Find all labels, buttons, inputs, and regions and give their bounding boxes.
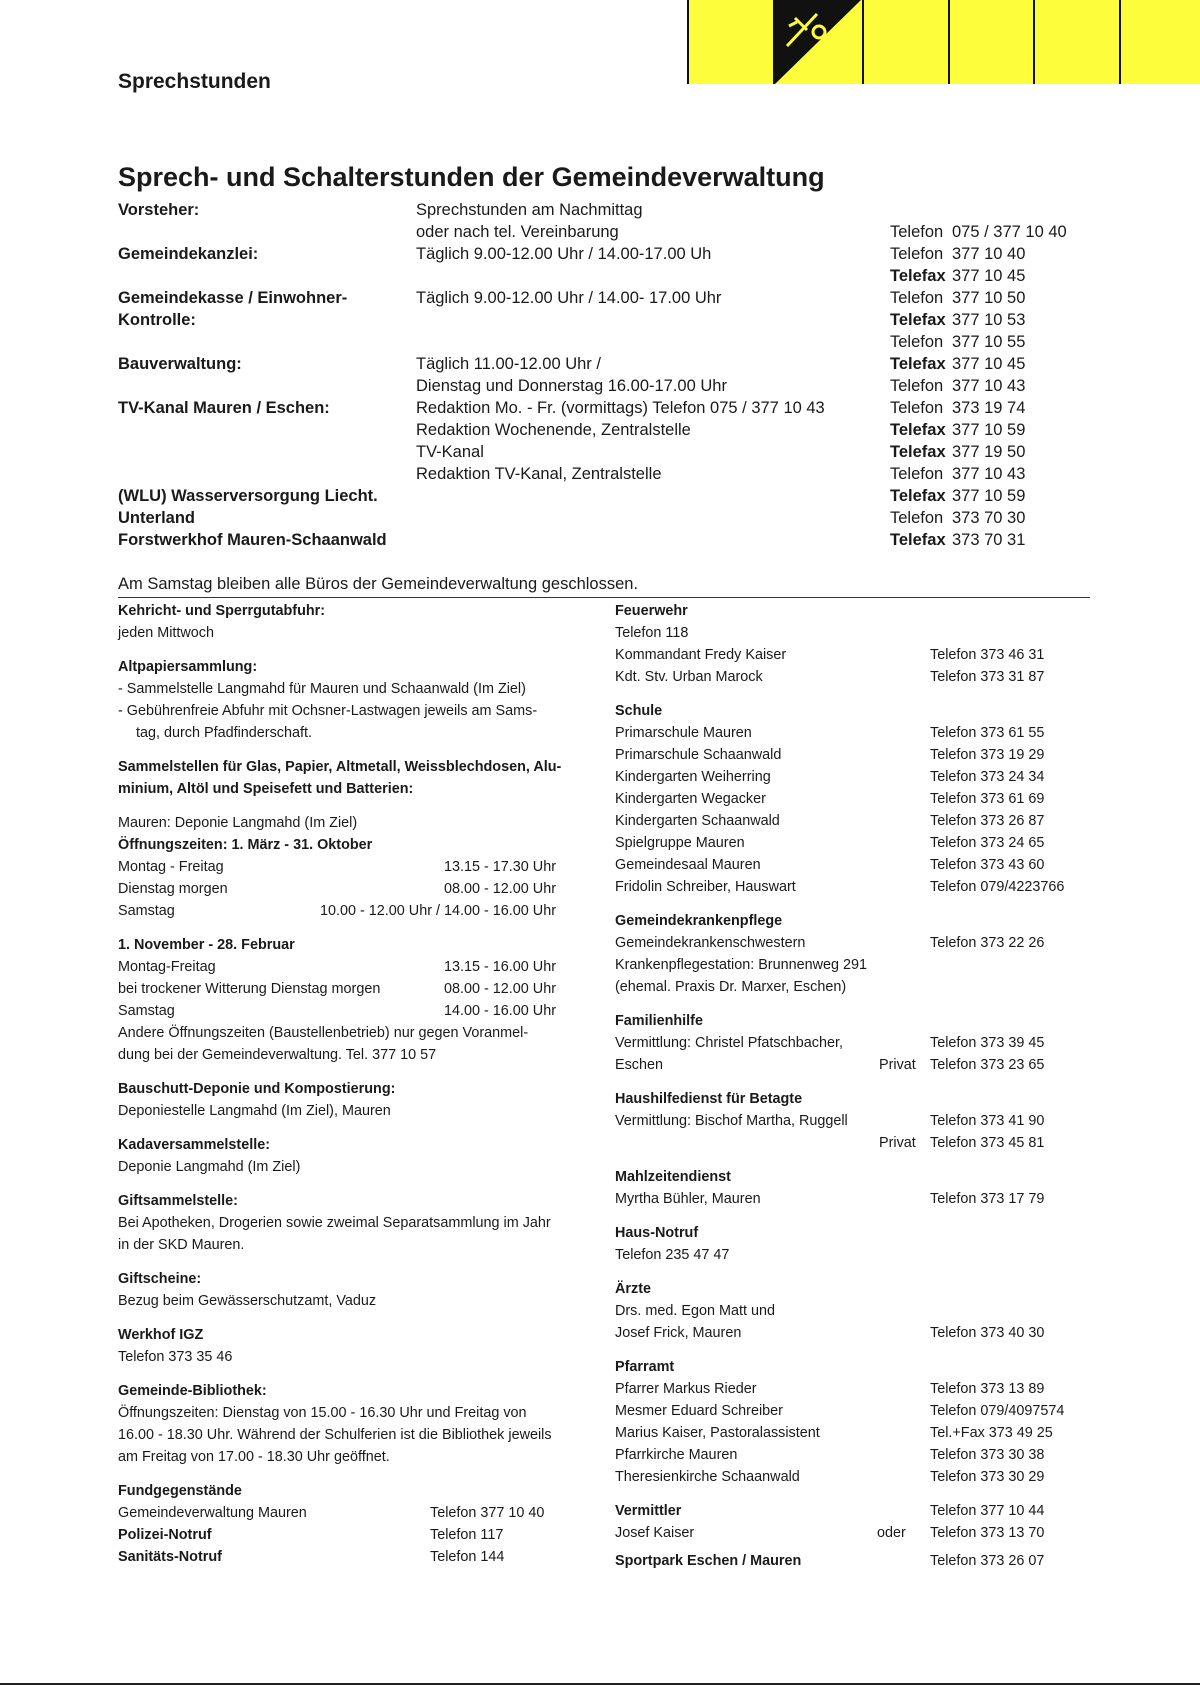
- text: Fridolin Schreiber, Hauswart: [615, 879, 796, 895]
- header-divider: [1033, 0, 1035, 84]
- heading: 1. November - 28. Februar: [118, 937, 295, 953]
- row-label: (WLU) Wasserversorgung Liecht.: [118, 487, 378, 505]
- text: Kindergarten Schaanwald: [615, 813, 780, 829]
- divider: [118, 597, 1090, 598]
- row-value: TV-Kanal: [416, 443, 484, 461]
- text: Sanitäts-Notruf: [118, 1549, 222, 1565]
- text: am Freitag von 17.00 - 18.30 Uhr geöffnet.: [118, 1449, 390, 1465]
- text: Telefon 373 61 69: [930, 791, 1045, 807]
- heading: Familienhilfe: [615, 1013, 703, 1029]
- phone-line: [890, 485, 1067, 507]
- phone-kind: Telefax: [890, 443, 946, 461]
- list-item: [615, 766, 1095, 788]
- heading: Ärzte: [615, 1281, 651, 1297]
- header-divider: [862, 0, 864, 84]
- text: in der SKD Mauren.: [118, 1237, 245, 1253]
- text: Drs. med. Egon Matt und: [615, 1303, 775, 1319]
- text: Deponie Langmahd (Im Ziel): [118, 1159, 301, 1175]
- text: oder: [877, 1525, 906, 1541]
- text: Gemeindesaal Mauren: [615, 857, 761, 873]
- phone-number: 377 10 53: [952, 311, 1026, 329]
- text: Myrtha Bühler, Mauren: [615, 1191, 761, 1207]
- phone-kind: Telefon: [890, 333, 944, 351]
- list-item: [615, 1422, 1095, 1444]
- phone-kind: Telefon: [890, 223, 944, 241]
- heading: Giftsammelstelle:: [118, 1193, 238, 1209]
- phone-line: [890, 419, 1067, 441]
- text: tag, durch Pfadfinderschaft.: [136, 725, 312, 741]
- text: Gemeindeverwaltung Mauren: [118, 1505, 307, 1521]
- row-value: Dienstag und Donnerstag 16.00-17.00 Uhr: [416, 377, 727, 395]
- heading: Gemeinde-Bibliothek:: [118, 1383, 267, 1399]
- heading: Sammelstellen für Glas, Papier, Altmetall, Weissblechdosen, Alu-: [118, 759, 562, 775]
- row-value: Täglich 9.00-12.00 Uhr / 14.00- 17.00 Uhr: [416, 289, 722, 307]
- text: Kdt. Stv. Urban Marock: [615, 669, 763, 685]
- text: Primarschule Mauren: [615, 725, 752, 741]
- phone-number: 377 10 43: [952, 377, 1026, 395]
- text: Primarschule Schaanwald: [615, 747, 782, 763]
- text: Telefon 144: [430, 1549, 505, 1565]
- phone-kind: Telefax: [890, 355, 946, 373]
- text: 13.15 - 17.30 Uhr: [444, 859, 556, 875]
- list-item: [615, 810, 1095, 832]
- text: Samstag: [118, 1003, 175, 1019]
- phone-line: [890, 309, 1067, 331]
- row-label: Bauverwaltung:: [118, 355, 242, 373]
- text: Privat: [879, 1135, 916, 1151]
- text: Telefon 117: [430, 1527, 504, 1543]
- phone-line: [890, 397, 1067, 419]
- text: Telefon 373 43 60: [930, 857, 1045, 873]
- row-value: Redaktion Mo. - Fr. (vormittags) Telefon 075 / 377 10 43: [416, 399, 825, 417]
- phone-number: 377 10 59: [952, 487, 1026, 505]
- text: Montag - Freitag: [118, 859, 224, 875]
- phone-number: 373 19 74: [952, 399, 1026, 417]
- phone-line: [890, 287, 1067, 309]
- text: Telefon 373 31 87: [930, 669, 1045, 685]
- text: Telefon 373 19 29: [930, 747, 1045, 763]
- phone-number: 373 70 31: [952, 531, 1026, 549]
- text: Theresienkirche Schaanwald: [615, 1469, 800, 1485]
- phone-kind: Telefax: [890, 267, 946, 285]
- text: Vermittlung: Bischof Martha, Ruggell: [615, 1113, 848, 1129]
- main-heading: Sprech- und Schalterstunden der Gemeindeverwaltung: [118, 162, 825, 192]
- section-title: Sprechstunden: [118, 70, 271, 93]
- heading: Sportpark Eschen / Mauren: [615, 1553, 802, 1569]
- heading: Haushilfedienst für Betagte: [615, 1091, 803, 1107]
- text: Marius Kaiser, Pastoralassistent: [615, 1425, 820, 1441]
- text: Telefon 373 46 31: [930, 647, 1045, 663]
- text: 16.00 - 18.30 Uhr. Während der Schulferien ist die Bibliothek jeweils: [118, 1427, 552, 1443]
- phone-kind: Telefon: [890, 245, 944, 263]
- text: Andere Öffnungszeiten (Baustellenbetrieb) nur gegen Voranmel-: [118, 1025, 529, 1041]
- text: Telefon 373 30 29: [930, 1469, 1045, 1485]
- left-column: [118, 600, 592, 1568]
- text: 08.00 - 12.00 Uhr: [444, 881, 556, 897]
- text: Kindergarten Wegacker: [615, 791, 766, 807]
- heading: Öffnungszeiten: 1. März - 31. Oktober: [118, 837, 373, 853]
- row-value: oder nach tel. Vereinbarung: [416, 223, 619, 241]
- text: Telefon 373 24 65: [930, 835, 1045, 851]
- phone-number: 377 19 50: [952, 443, 1026, 461]
- row-value: Redaktion TV-Kanal, Zentralstelle: [416, 465, 662, 483]
- text: Telefon 373 13 89: [930, 1381, 1045, 1397]
- saturday-note: Am Samstag bleiben alle Büros der Gemeindeverwaltung geschlossen.: [118, 575, 639, 593]
- heading: Feuerwehr: [615, 603, 688, 619]
- heading: Altpapiersammlung:: [118, 659, 258, 675]
- text: Pfarrer Markus Rieder: [615, 1381, 757, 1397]
- heading: minium, Altöl und Speisefett und Batterien:: [118, 781, 414, 797]
- row-label: Gemeindekasse / Einwohner-: [118, 289, 348, 307]
- row-value: Sprechstunden am Nachmittag: [416, 201, 643, 219]
- row-label: TV-Kanal Mauren / Eschen:: [118, 399, 330, 417]
- phone-kind: Telefon: [890, 509, 944, 527]
- text: jeden Mittwoch: [118, 625, 214, 641]
- phone-line: [890, 441, 1067, 463]
- phone-number: 377 10 55: [952, 333, 1026, 351]
- phone-kind: Telefax: [890, 421, 946, 439]
- heading: Schule: [615, 703, 663, 719]
- text: Telefon 373 45 81: [930, 1135, 1045, 1151]
- phone-number: 373 70 30: [952, 509, 1026, 527]
- text: Telefon 373 13 70: [930, 1525, 1045, 1541]
- text: Krankenpflegestation: Brunnenweg 291: [615, 957, 868, 973]
- text: Öffnungszeiten: Dienstag von 15.00 - 16.30 Uhr und Freitag von: [118, 1405, 527, 1421]
- text: Telefon 079/4097574: [930, 1403, 1065, 1419]
- text: Mesmer Eduard Schreiber: [615, 1403, 783, 1419]
- heading: Vermittler: [615, 1503, 682, 1519]
- phone-number: 377 10 45: [952, 267, 1026, 285]
- row-label: Forstwerkhof Mauren-Schaanwald: [118, 531, 387, 549]
- coat-of-arms-icon: [775, 0, 861, 84]
- phone-line: [890, 375, 1067, 397]
- text: 08.00 - 12.00 Uhr: [444, 981, 556, 997]
- text: dung bei der Gemeindeverwaltung. Tel. 377 10 57: [118, 1047, 437, 1063]
- phone-line: [890, 221, 1067, 243]
- list-item: [615, 876, 1095, 898]
- row-label: Unterland: [118, 509, 196, 527]
- phone-number: 377 10 59: [952, 421, 1026, 439]
- text: Telefon 373 41 90: [930, 1113, 1045, 1129]
- text: Kindergarten Weiherring: [615, 769, 771, 785]
- heading: Kadaversammelstelle:: [118, 1137, 270, 1153]
- text: Telefon 373 30 38: [930, 1447, 1045, 1463]
- phone-kind: Telefon: [890, 377, 944, 395]
- phone-line: [890, 353, 1067, 375]
- text: Kommandant Fredy Kaiser: [615, 647, 787, 663]
- text: 13.15 - 16.00 Uhr: [444, 959, 556, 975]
- heading: Mahlzeitendienst: [615, 1169, 731, 1185]
- text: Deponiestelle Langmahd (Im Ziel), Mauren: [118, 1103, 391, 1119]
- text: Josef Frick, Mauren: [615, 1325, 742, 1341]
- list-item: [615, 722, 1095, 744]
- phone-number: 377 10 40: [952, 245, 1026, 263]
- list-item: [615, 1378, 1095, 1400]
- heading: Werkhof IGZ: [118, 1327, 204, 1343]
- text: Telefon 373 26 07: [930, 1553, 1045, 1569]
- text: - Sammelstelle Langmahd für Mauren und Schaanwald (Im Ziel): [118, 681, 526, 697]
- heading: Giftscheine:: [118, 1271, 202, 1287]
- list-item: [615, 1400, 1095, 1422]
- phone-kind: Telefax: [890, 311, 946, 329]
- right-column: [615, 600, 1095, 1572]
- phone-kind: Telefon: [890, 289, 944, 307]
- row-label: Gemeindekanzlei:: [118, 245, 259, 263]
- phone-line: [890, 507, 1067, 529]
- text: Dienstag morgen: [118, 881, 228, 897]
- heading: Gemeindekrankenpflege: [615, 913, 783, 929]
- text: Eschen: [615, 1057, 663, 1073]
- phone-number: 075 / 377 10 40: [952, 223, 1067, 241]
- text: - Gebührenfreie Abfuhr mit Ochsner-Lastwagen jeweils am Sams-: [118, 703, 538, 719]
- text: Telefon 235 47 47: [615, 1247, 730, 1263]
- phone-column: [890, 221, 1067, 551]
- text: Telefon 373 23 65: [930, 1057, 1045, 1073]
- schule-list: [615, 722, 1095, 898]
- text: Telefon 373 24 34: [930, 769, 1045, 785]
- phone-kind: Telefax: [890, 531, 946, 549]
- text: Telefon 373 40 30: [930, 1325, 1045, 1341]
- text: (ehemal. Praxis Dr. Marxer, Eschen): [615, 979, 847, 995]
- row-value: Täglich 9.00-12.00 Uhr / 14.00-17.00 Uh: [416, 245, 712, 263]
- phone-line: [890, 529, 1067, 551]
- text: Vermittlung: Christel Pfatschbacher,: [615, 1035, 843, 1051]
- text: Privat: [879, 1057, 916, 1073]
- heading: Haus-Notruf: [615, 1225, 699, 1241]
- text: 14.00 - 16.00 Uhr: [444, 1003, 556, 1019]
- text: Telefon 373 17 79: [930, 1191, 1045, 1207]
- text: Telefon 373 35 46: [118, 1349, 233, 1365]
- text: Spielgruppe Mauren: [615, 835, 745, 851]
- text: Telefon 373 22 26: [930, 935, 1045, 951]
- text: Gemeindekrankenschwestern: [615, 935, 806, 951]
- row-label: Vorsteher:: [118, 201, 200, 219]
- phone-kind: Telefax: [890, 487, 946, 505]
- row-value: Täglich 11.00-12.00 Uhr /: [416, 355, 601, 373]
- list-item: [615, 1444, 1095, 1466]
- text: 10.00 - 12.00 Uhr / 14.00 - 16.00 Uhr: [320, 903, 556, 919]
- row-label: Kontrolle:: [118, 311, 196, 329]
- list-item: [615, 744, 1095, 766]
- header-divider: [687, 0, 689, 84]
- text: Telefon 118: [615, 625, 689, 641]
- text: Montag-Freitag: [118, 959, 216, 975]
- text: Tel.+Fax 373 49 25: [930, 1425, 1053, 1441]
- phone-line: [890, 463, 1067, 485]
- heading: Fundgegenstände: [118, 1483, 242, 1499]
- phone-kind: Telefon: [890, 399, 944, 417]
- header-color-bar: [687, 0, 1200, 84]
- text: Josef Kaiser: [615, 1525, 695, 1541]
- text: Samstag: [118, 903, 175, 919]
- header-divider: [948, 0, 950, 84]
- text: Polizei-Notruf: [118, 1527, 212, 1543]
- row-value: Redaktion Wochenende, Zentralstelle: [416, 421, 691, 439]
- list-item: [615, 1466, 1095, 1488]
- phone-line: [890, 265, 1067, 287]
- heading: Pfarramt: [615, 1359, 675, 1375]
- text: Telefon 373 26 87: [930, 813, 1045, 829]
- header-divider: [1119, 0, 1121, 84]
- pfarramt-list: [615, 1378, 1095, 1488]
- text: Mauren: Deponie Langmahd (Im Ziel): [118, 815, 358, 831]
- text: Bezug beim Gewässerschutzamt, Vaduz: [118, 1293, 377, 1309]
- list-item: [615, 854, 1095, 876]
- list-item: [615, 832, 1095, 854]
- text: Bei Apotheken, Drogerien sowie zweimal Separatsammlung im Jahr: [118, 1215, 551, 1231]
- phone-number: 377 10 45: [952, 355, 1026, 373]
- text: Telefon 377 10 44: [930, 1503, 1045, 1519]
- text: Telefon 373 61 55: [930, 725, 1045, 741]
- phone-line: [890, 243, 1067, 265]
- text: Telefon 373 39 45: [930, 1035, 1045, 1051]
- text: Pfarrkirche Mauren: [615, 1447, 738, 1463]
- text: bei trockener Witterung Dienstag morgen: [118, 981, 381, 997]
- list-item: [615, 788, 1095, 810]
- text: Telefon 377 10 40: [430, 1505, 545, 1521]
- text: Telefon 079/4223766: [930, 879, 1065, 895]
- heading: Bauschutt-Deponie und Kompostierung:: [118, 1081, 396, 1097]
- heading: Kehricht- und Sperrgutabfuhr:: [118, 603, 326, 619]
- phone-line: [890, 331, 1067, 353]
- phone-kind: Telefon: [890, 465, 944, 483]
- phone-number: 377 10 50: [952, 289, 1026, 307]
- phone-number: 377 10 43: [952, 465, 1026, 483]
